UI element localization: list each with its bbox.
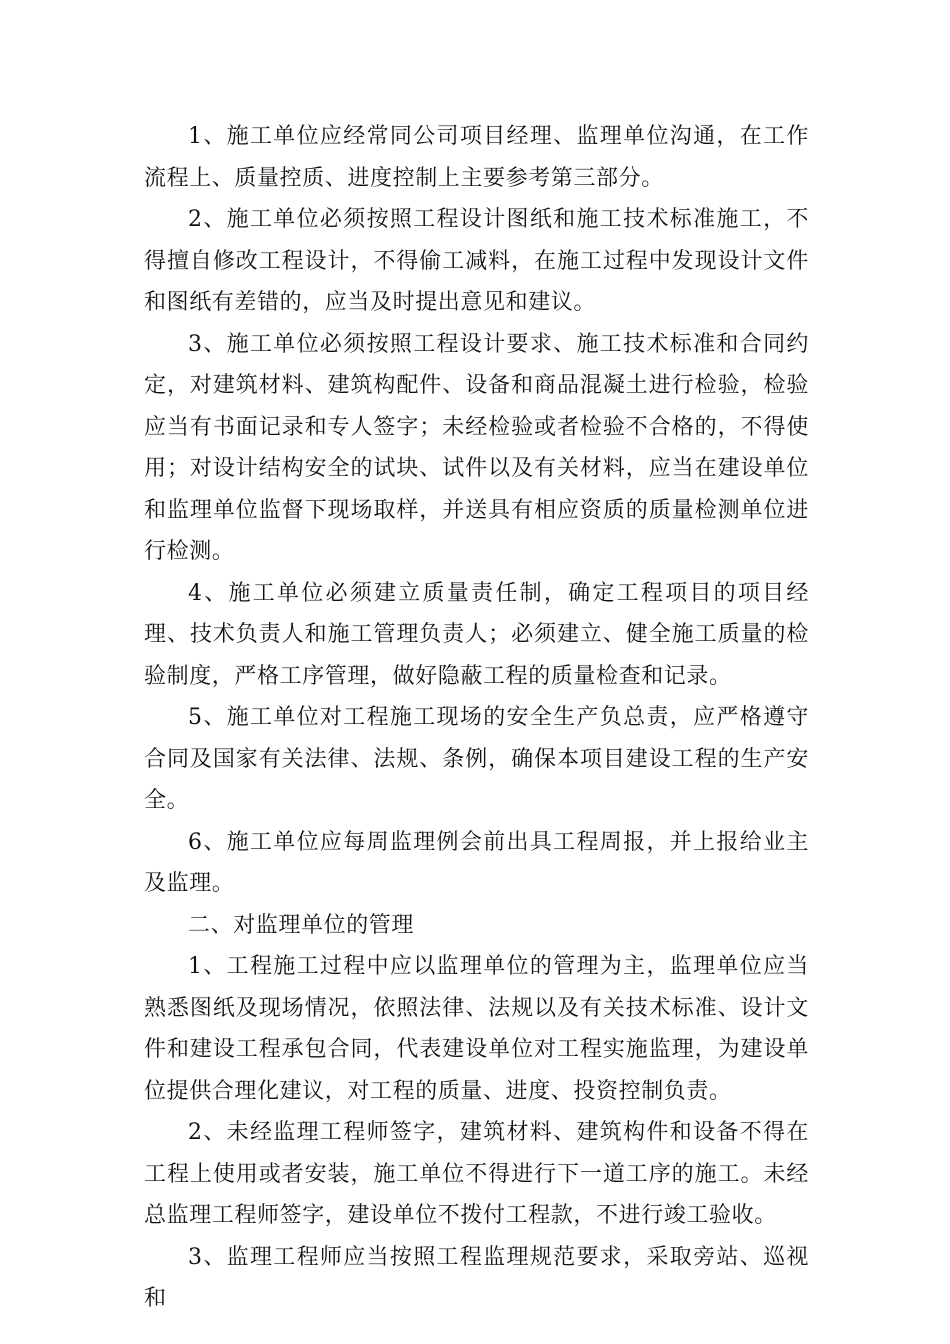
paragraph-contractor-4: 4、施工单位必须建立质量责任制，确定工程项目的项目经理、技术负责人和施工管理负责人；必须建立、健全施工质量的检验制度，严格工序管理，做好隐蔽工程的质量检查和记录。 <box>144 580 809 689</box>
paragraph-contractor-1: 1、施工单位应经常同公司项目经理、监理单位沟通，在工作流程上、质量控质、进度控制上主要参考第三部分。 <box>144 124 809 191</box>
section-heading: 二、对监理单位的管理 <box>188 912 415 938</box>
paragraph-contractor-6: 6、施工单位应每周监理例会前出具工程周报，并上报给业主及监理。 <box>144 829 809 896</box>
paragraph-supervisor-1: 1、工程施工过程中应以监理单位的管理为主，监理单位应当熟悉图纸及现场情况，依照法律、法规以及有关技术标准、设计文件和建设工程承包合同，代表建设单位对工程实施监理，为建设单位提供合理化建议，对工程的质量、进度、投资控制负责。 <box>144 954 809 1104</box>
paragraph-supervisor-2: 2、未经监理工程师签字，建筑材料、建筑构件和设备不得在工程上使用或者安装，施工单位不得进行下一道工序的施工。未经总监理工程师签字，建设单位不拨付工程款，不进行竣工验收。 <box>144 1120 809 1228</box>
paragraph-contractor-2: 2、施工单位必须按照工程设计图纸和施工技术标准施工，不得擅自修改工程设计，不得偷工减料，在施工过程中发现设计文件和图纸有差错的，应当及时提出意见和建议。 <box>144 207 809 315</box>
document-body <box>144 116 809 1320</box>
paragraph-supervisor-3: 3、监理工程师应当按照工程监理规范要求，采取旁站、巡视和 <box>144 1244 809 1311</box>
paragraph-contractor-3: 3、施工单位必须按照工程设计要求、施工技术标准和合同约定，对建筑材料、建筑构配件、设备和商品混凝土进行检验，检验应当有书面记录和专人签字；未经检验或者检验不合格的，不得使用；对设计结构安全的试块、试件以及有关材料，应当在建设单位和监理单位监督下现场取样，并送具有相应资质的质量检测单位进行检测。 <box>144 331 809 564</box>
paragraph-contractor-5: 5、施工单位对工程施工现场的安全生产负总责，应严格遵守合同及国家有关法律、法规、条例，确保本项目建设工程的生产安全。 <box>144 705 809 813</box>
